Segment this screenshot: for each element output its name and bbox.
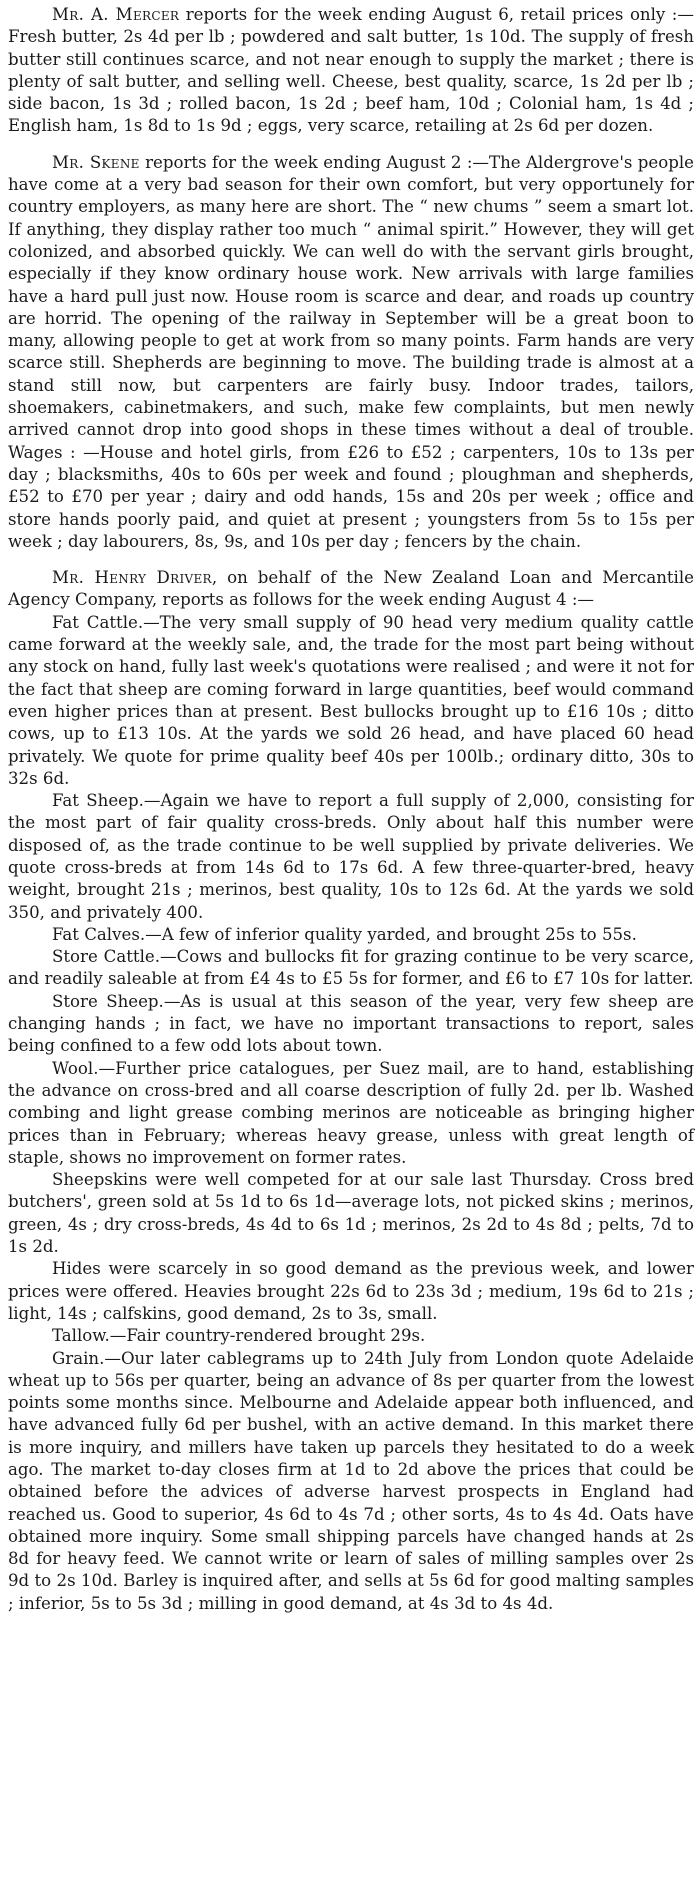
tallow-paragraph: Tallow.—Fair country-rendered brought 29s. [52, 1326, 426, 1346]
reporter-name: Mr. A. Mercer [52, 5, 180, 24]
sheepskins-paragraph: Sheepskins were well competed for at our sale last Thursday. Cross bred butchers', green sold at 5s 1d to 6s 1d—average lots, not picked skins ; merinos, green, 4s ; dry cross-breds, 4s 4d to 6s 1d ; merinos, 2s 2d to 4s 8d ; pelts, 7d to 1s 2d. [8, 1170, 694, 1257]
store-cattle-paragraph: Store Cattle.—Cows and bullocks fit for grazing continue to be very scarce, and readily saleable at from £4 4s to £5 5s for former, and £6 to £7 10s for latter. [8, 947, 694, 989]
driver-report-intro [8, 567, 694, 612]
fat-calves-paragraph: Fat Calves.—A few of inferior quality yarded, and brought 25s to 55s. [52, 924, 637, 944]
grain-paragraph: Grain.—Our later cablegrams up to 24th July from London quote Adelaide wheat up to 56s per quarter, being an advance of 8s per quarter from the lowest points some months since. Melbourne and Adelaide appear both influenced, and have advanced fully 6d per bushel, with an active demand. In this market there is more inquiry, and millers have taken up parcels they hesitated to do a week ago. The market to-day closes firm at 1d to 2d above the prices that could be obtained before the advices of adverse harvest prospects in England had reached us. Good to superior, 4s 6d to 4s 7d ; other sorts, 4s to 4s 4d. Oats have obtained more inquiry. Some small shipping parcels have changed hands at 2s 8d for heavy feed. We cannot write or learn of sales of milling samples over 2s 9d to 2s 10d. Barley is inquired after, and sells at 5s 6d for good malting samples ; inferior, 5s to 5s 3d ; milling in good demand, at 4s 3d to 4s 4d. [8, 1348, 694, 1613]
store-sheep-paragraph: Store Sheep.—As is usual at this season of the year, very few sheep are changing hands ; in fact, we have no important transactions to report, sales being confined to a few odd lots about town. [8, 991, 694, 1056]
report-body: reports for the week ending August 6, retail prices only :—Fresh butter, 2s 4d per lb ; powdered and salt butter, 1s 10d. The supply of fresh butter still continues scarce, and not near enough to supply the market ; there is plenty of salt butter, and selling well. Cheese, best quality, scarce, 1s 2d per lb ; side bacon, 1s 3d ; rolled bacon, 1s 2d ; beef ham, 10d ; Colonial ham, 1s 4d ; English ham, 1s 8d to 1s 9d ; eggs, very scarce, retailing at 2s 6d per dozen. [8, 5, 694, 136]
mercer-report [8, 4, 694, 138]
wool-paragraph: Wool.—Further price catalogues, per Suez mail, are to hand, establishing the advance on cross-bred and all coarse description of fully 2d. per lb. Washed combing and light grease combing merinos are noticeable as bringing higher prices than in February; whereas heavy grease, unless with great length of staple, shows no improvement on former rates. [8, 1058, 694, 1167]
fat-cattle-paragraph: Fat Cattle.—The very small supply of 90 head very medium quality cattle came forward at the weekly sale, and, the trade for the most part being without any stock on hand, fully last week's quotations were realised ; and were it not for the fact that sheep are coming forward in large quantities, beef would command even higher prices than at present. Best bullocks brought up to £16 10s ; ditto cows, up to £13 10s. At the yards we sold 26 head, and have placed 60 head privately. We quote for prime quality beef 40s per 100lb.; ordinary ditto, 30s to 32s 6d. [8, 612, 694, 788]
reporter-name: Mr. Skene [52, 152, 140, 172]
report-body: reports for the week ending August 2 :—The Aldergrove's people have come at a very bad season for their own comfort, but very opportunely for country employers, as many here are short. The “ new chums ” seem a smart lot. If anything, they display rather too much “ animal spirit.” However, they will get colonized, and absorbed quickly. We can well do with the servant girls brought, especially if they know ordinary house work. New arrivals with large families have a hard pull just now. House room is scarce and dear, and roads up country are horrid. The opening of the railway in September will be a great boon to many, allowing people to get at work from so many points. Farm hands are very scarce still. Shepherds are beginning to move. The building trade is almost at a stand still now, but carpenters are fairly busy. Indoor trades, tailors, shoemakers, cabinetmakers, and such, make few complaints, but men newly arrived cannot drop into good shops in these times without a deal of trouble. Wages : —House and hotel girls, from £26 to £52 ; carpenters, 10s to 13s per day ; blacksmiths, 40s to 60s per week and found ; ploughman and shepherds, £52 to £70 per year ; dairy and odd hands, 15s and 20s per week ; office and store hands poorly paid, and quiet at present ; youngsters from 5s to 15s per week ; day labourers, 8s, 9s, and 10s per day ; fencers by the chain. [8, 152, 694, 551]
reporter-name: Mr. Henry Driver [52, 568, 212, 588]
hides-paragraph: Hides were scarcely in so good demand as the previous week, and lower prices were offered. Heavies brought 22s 6d to 23s 3d ; medium, 19s 6d to 21s ; light, 14s ; calfskins, good demand, 2s to 3s, small. [8, 1259, 694, 1323]
report-body: , on behalf of the New Zealand Loan and Mercantile Agency Company, reports as follows for the week ending August 4 :— [8, 568, 694, 610]
skene-report [8, 152, 694, 553]
fat-sheep-paragraph: Fat Sheep.—Again we have to report a full supply of 2,000, consisting for the most part of fair quality cross-breds. Only about half this number were disposed of, as the trade continue to be well supplied by private deliveries. We quote cross-breds at from 14s 6d to 17s 6d. A few three-quarter-bred, heavy weight, brought 21s ; merinos, best quality, 10s to 12s 6d. At the yards we sold 350, and privately 400. [8, 791, 694, 922]
